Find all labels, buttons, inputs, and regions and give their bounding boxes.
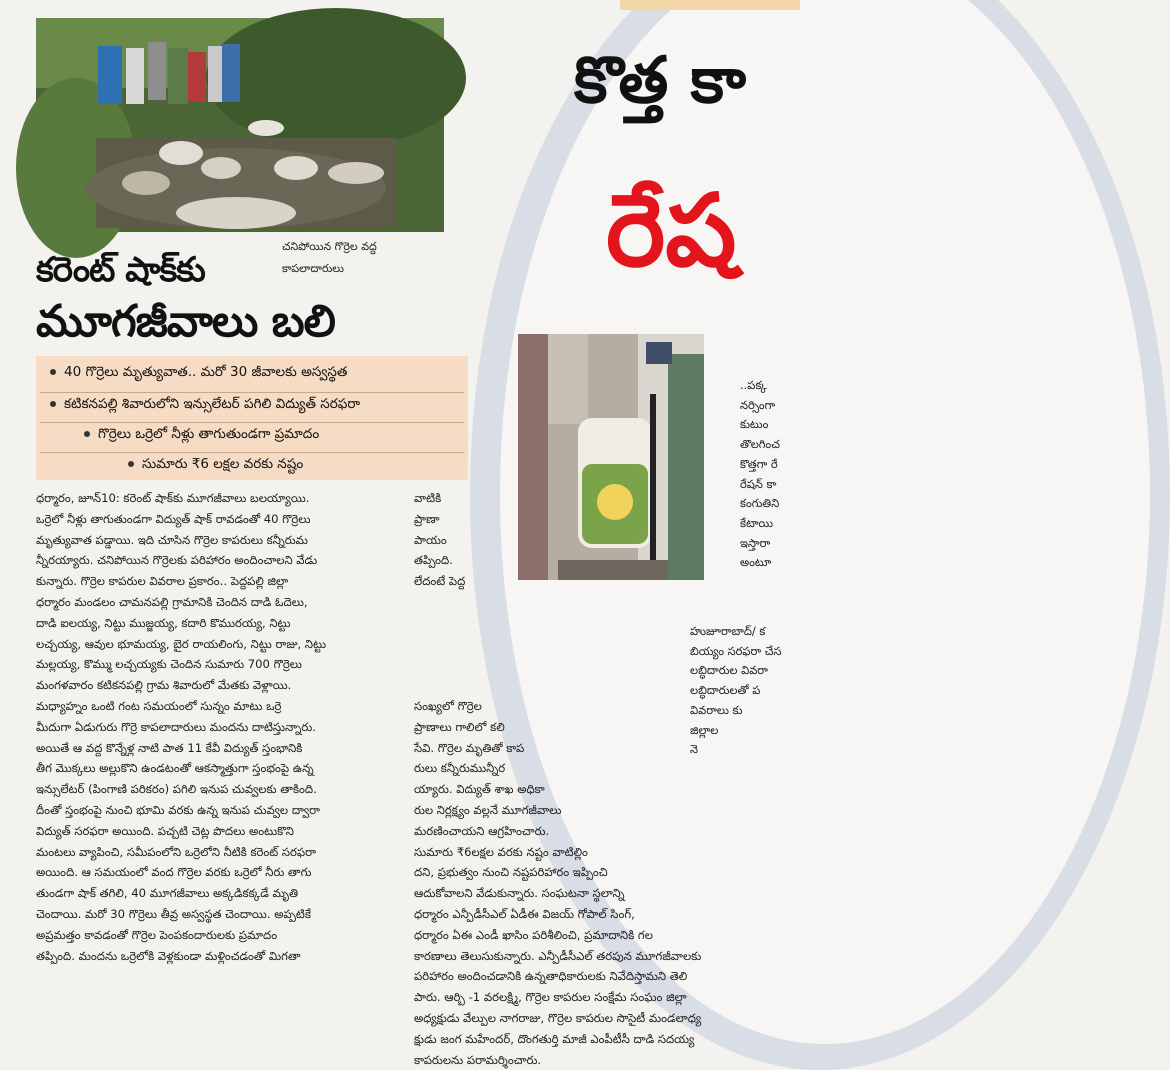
bullet-icon	[50, 369, 56, 375]
text-line: క్షుడు జంగ మహేందర్, దొంగతుర్తి మాజీ ఎంపీటీసీ దాడి సదయ్య	[414, 1031, 695, 1046]
text-line: ప్రాణాలు గాలిలో కలి	[414, 719, 505, 734]
text-line: న్నీరయ్యారు. చనిపోయిన గొర్రెలకు పరిహారం అందించాలని వేడు	[36, 553, 318, 568]
divider	[40, 392, 464, 393]
text-line: ఒర్రెలో నీళ్లు తాగుతుండగా విద్యుత్ షాక్ రావడంతో 40 గొర్రెలు	[36, 511, 311, 526]
text-line: లబ్ధిదారులతో ప	[690, 683, 761, 698]
highlight-item: 40 గొర్రెలు మృత్యువాత.. మరో 30 జీవాలకు అస్వస్థత	[50, 364, 347, 383]
headline-line1: కరెంట్ షాక్‌కు	[36, 250, 205, 290]
adjacent-headline-line2: రేష	[606, 172, 737, 289]
adjacent-page-top-band	[620, 0, 800, 10]
adjacent-headline-line1: కొత్త కా	[574, 44, 747, 118]
text-line: ధర్మారం, జూన్10: కరెంట్ షాక్‌కు మూగజీవాలు బలయ్యాయి.	[36, 491, 310, 505]
text-line: దాడి ఐలయ్య, నిట్టు ముజ్జయ్య, కదారి కొమురయ్య, నిట్టు	[36, 615, 291, 630]
bullet-icon	[128, 461, 134, 467]
dead-sheep-photo	[36, 18, 444, 232]
text-line: ధర్మారం ఏఈ ఎండీ ఖాసిం పరిశీలించి, ప్రమాదానికి గల	[414, 927, 653, 942]
highlight-item: గొర్రెలు ఒర్రెలో నీళ్లు తాగుతుండగా ప్రమాదం	[84, 426, 319, 445]
ration-rice-bag-photo	[518, 334, 704, 580]
text-line: కంగుతిని	[740, 496, 780, 511]
text-line: అయితే ఆ వద్ద కొన్నేళ్ల నాటి పాత 11 కేవీ విద్యుత్ స్తంభానికి	[36, 740, 303, 755]
photo-caption-line1: చనిపోయిన గొర్రెల వద్ద	[282, 240, 377, 253]
text-line: తప్పింది.	[414, 553, 453, 568]
divider	[40, 452, 464, 453]
text-line: కాపరులను పరామర్శించారు.	[414, 1052, 542, 1067]
text-line: సంఖ్యలో గొర్రెల	[414, 699, 482, 713]
text-line: ..పక్క	[740, 378, 767, 392]
text-line: అధ్యక్షుడు వేల్పుల నాగరాజు, గొర్రెల కాపరుల సొసైటీ మండలాధ్య	[414, 1010, 702, 1025]
divider	[40, 422, 464, 423]
text-line: దని, ప్రభుత్వం నుంచి నష్టపరిహారం ఇప్పించి	[414, 865, 608, 880]
text-line: పాయం	[414, 532, 447, 547]
text-line: లబ్ధిదారుల వివరా	[690, 663, 768, 678]
highlight-item: సుమారు ₹6 లక్షల వరకు నష్టం	[128, 456, 303, 475]
text-line: మధ్యాహ్నం ఒంటి గంట సమయంలో సున్నం మాటు ఒర్రె	[36, 698, 282, 713]
text-line: నర్సింగా	[740, 397, 776, 412]
text-line: సేవి. గొర్రెల మృతితో కాప	[414, 740, 525, 755]
text-line: కేటాయి	[740, 515, 774, 530]
text-line: తుండగా షాక్ తగిలి, 40 మూగజీవాలు అక్కడికక్కడే మృతి	[36, 886, 299, 901]
text-line: చెందాయి. మరో 30 గొర్రెలు తీవ్ర అస్వస్థత చెందాయి. అప్పటికే	[36, 906, 311, 921]
article-body-column2-top	[414, 488, 506, 592]
text-line: హుజూరాబాద్/ క	[690, 624, 766, 638]
text-line: లేదంటే పెద్ద	[414, 574, 466, 589]
text-line: దీంతో స్తంభంపై నుంచి భూమి వరకు ఉన్న ఇనుప చువ్వల ద్వారా	[36, 802, 321, 817]
text-line: మీదుగా ఏడుగురు గొర్రె కాపలాదారులు మందను దాటిస్తున్నారు.	[36, 719, 316, 734]
headline-line2: మూగజీవాలు బలి	[36, 296, 335, 347]
text-line: పారు. ఆర్బి -1 వరలక్ష్మి, గొర్రెల కాపరుల సంక్షేమ సంఘం జిల్లా	[414, 990, 687, 1005]
text-line: తీగ మొక్కలు అల్లుకొని ఉండటంతో ఆకస్మాత్తుగా స్తంభంపై ఉన్న	[36, 761, 314, 776]
text-line: రేషన్ కా	[740, 476, 777, 491]
text-line: కుటుం	[740, 417, 769, 432]
text-line: అయింది. ఆ సమయంలో వంద గొర్రెల వరకు ఒర్రెలో నీరు తాగు	[36, 865, 312, 880]
text-line: కున్నారు. గొర్రెల కాపరుల వివరాల ప్రకారం.. పెద్దపల్లి జిల్లా	[36, 574, 289, 589]
highlights-box	[36, 356, 468, 480]
text-line: జిల్లాల	[690, 722, 719, 737]
text-line: ప్రాణా	[414, 511, 440, 526]
highlight-item: కటికనపల్లి శివారులోని ఇన్సులేటర్ పగిలి విద్యుత్ సరఫరా	[50, 396, 360, 415]
bullet-icon	[50, 401, 56, 407]
text-line: ధర్మారం ఎన్పీడీసీఎల్ ఏడీఈ విజయ్ గోపాల్ సింగ్,	[414, 906, 635, 921]
text-line: ఇన్సులేటర్ (పింగాణి పరికరం) పగిలి ఇనుప చువ్వలకు తాకింది.	[36, 782, 317, 797]
text-line: పరిహారం అందించడానికి ఉన్నతాధికారులకు నివేదిస్తామని తెలి	[414, 969, 688, 984]
article-body-column1	[36, 488, 408, 966]
text-line: అంటూ	[740, 555, 772, 570]
text-line: రుల నిర్లక్ష్యం వల్లనే మూగజీవాలు	[414, 802, 562, 817]
text-line: వాటికి	[414, 491, 442, 505]
adjacent-column-top	[740, 376, 800, 573]
photo-caption-line2: కాపలాదారులు	[282, 262, 344, 275]
text-line: వివరాలు కు	[690, 702, 743, 717]
text-line: ఆదుకోవాలని వేడుకున్నారు. సంఘటనా స్థలాన్ని	[414, 886, 625, 901]
text-line: మంటలు వ్యాపించి, సమీపంలోని ఒర్రెలోని నీటికి కరెంట్ సరఫరా	[36, 844, 317, 859]
text-line: మంగళవారం కటికనపల్లి గ్రామ శివారులో మేతకు వెళ్లాయి.	[36, 678, 292, 693]
text-line: రులు కన్నీరుమున్నీర	[414, 761, 506, 776]
text-line: కొత్తగా రే	[740, 456, 778, 471]
text-line: సుమారు ₹6లక్షల వరకు నష్టం వాటిల్లిం	[414, 844, 588, 859]
text-line: మరణించాయని ఆగ్రహించారు.	[414, 823, 550, 838]
text-line: ఇస్తారా	[740, 535, 771, 550]
text-line: తొలగించ	[740, 437, 780, 452]
text-line: మృత్యువాత పడ్డాయి. ఇది చూసిన గొర్రెల కాపరులు కన్నీరుమ	[36, 532, 308, 547]
text-line: నె	[690, 742, 698, 757]
text-line: య్యారు. విద్యుత్ శాఖ అధికా	[414, 782, 545, 797]
text-line: కారణాలు తెలుసుకున్నారు. ఎన్పీడీసీఎల్ తరపున మూగజీవాలకు	[414, 948, 702, 963]
article-body-column2	[414, 696, 766, 1070]
text-line: తప్పింది. మందను ఒర్రెలోకి వెళ్లకుండా మళ్లించడంతో మిగతా	[36, 948, 301, 963]
text-line: అప్రమత్తం కావడంతో గొర్రెల పెంపకందారులకు ప్రమాదం	[36, 927, 278, 942]
text-line: ధర్మారం మండలం చామనపల్లి గ్రామానికి చెందిన దాడి ఓదెలు,	[36, 594, 308, 609]
photo-caption	[282, 236, 432, 280]
bullet-icon	[84, 431, 90, 437]
text-line: లచ్చయ్య, ఆవుల భూమయ్య, బైర రాయలింగు, నిట్టు రాజు, నిట్టు	[36, 636, 327, 651]
text-line: విద్యుత్ సరఫరా అయింది. పచ్చటి చెట్ల పొదలు అంటుకొని	[36, 823, 294, 838]
text-line: బియ్యం సరఫరా చేస	[690, 643, 782, 658]
text-line: మల్లయ్య, కొమ్ము లచ్చయ్యకు చెందిన సుమారు 700 గొర్రెలు	[36, 657, 302, 672]
